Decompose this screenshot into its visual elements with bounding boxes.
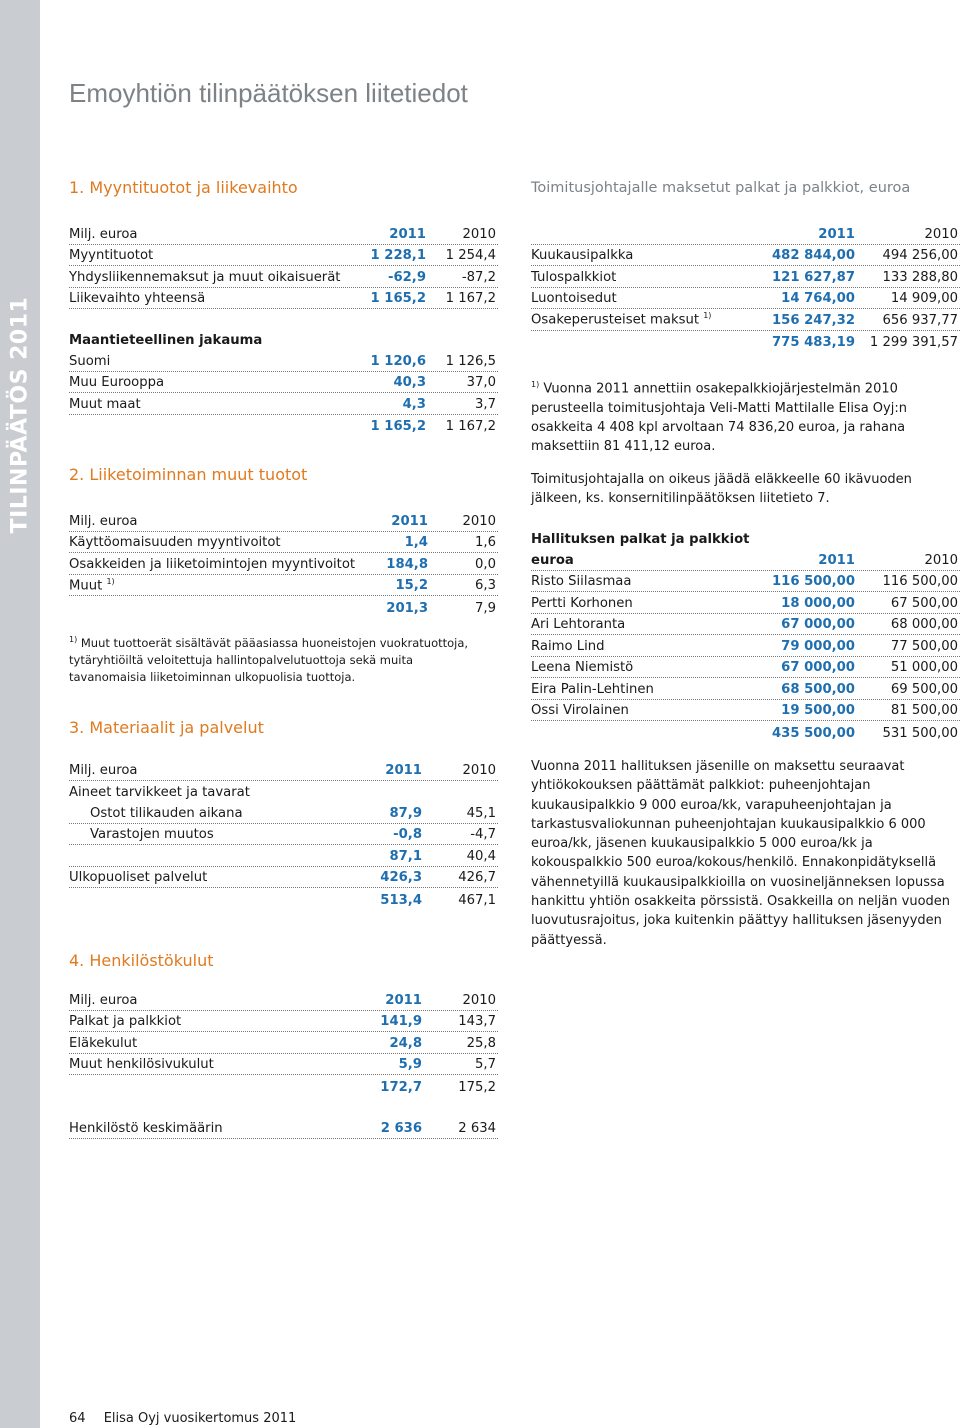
row-label: Luontoisedut — [531, 291, 617, 306]
value-2011: 67 000,00 — [781, 660, 855, 675]
value-2010: -4,7 — [470, 827, 496, 842]
value-2010: 1 167,2 — [445, 291, 496, 306]
table-header — [69, 510, 498, 532]
table-row — [69, 245, 498, 267]
value-2011: -62,9 — [387, 269, 426, 285]
value-2010: 69 500,00 — [890, 681, 958, 697]
year-2011: 2011 — [385, 762, 422, 778]
value-2010: 45,1 — [466, 805, 496, 821]
table-row — [69, 1117, 498, 1139]
value-2011: -0,8 — [393, 827, 422, 842]
table-row — [531, 635, 960, 657]
table-row — [531, 309, 960, 331]
value-2011: 14 764,00 — [781, 291, 855, 306]
table-row — [69, 802, 498, 824]
ceo-table — [531, 223, 960, 352]
total-row — [69, 888, 498, 910]
value-2011: 67 000,00 — [781, 617, 855, 632]
value-2010: 116 500,00 — [882, 574, 958, 589]
value-2010: 51 000,00 — [890, 660, 958, 675]
total-2010: 1 299 391,57 — [869, 335, 958, 350]
value-2010: 133 288,80 — [882, 269, 958, 285]
year-2010: 2010 — [924, 552, 958, 568]
value-2011: 1,4 — [404, 535, 428, 550]
value-2010: 143,7 — [458, 1014, 496, 1029]
footer — [69, 1411, 296, 1426]
value-2011: 79 000,00 — [781, 638, 855, 654]
value-2011: 24,8 — [389, 1035, 422, 1051]
total-2011: 775 483,19 — [771, 335, 855, 350]
value-2010: 25,8 — [466, 1035, 496, 1051]
section-3-title: 3. Materiaalit ja palvelut — [69, 718, 264, 737]
board-title-row — [531, 530, 960, 549]
row-label: Ostot tilikauden aikana — [90, 805, 243, 821]
table-row — [69, 553, 498, 575]
value-2011: 1 120,6 — [370, 353, 426, 369]
row-label: Suomi — [69, 353, 111, 369]
year-2010: 2010 — [462, 992, 496, 1008]
value-2011: 1 165,2 — [370, 291, 426, 306]
value-2011: 184,8 — [386, 556, 428, 572]
value-2011: 40,3 — [393, 375, 426, 390]
table-row — [69, 867, 498, 889]
section-3-table — [69, 759, 498, 910]
section-1-table — [69, 223, 498, 436]
ceo-table-title: Toimitusjohtajalle maksetut palkat ja palkkiot, euroa — [531, 180, 911, 196]
value-2010: 77 500,00 — [890, 638, 958, 654]
value-2010: 14 909,00 — [890, 291, 958, 306]
total-2011: 172,7 — [380, 1079, 422, 1095]
total-row — [531, 331, 960, 353]
table-row — [69, 824, 498, 846]
table-header — [69, 989, 498, 1011]
total-2010: 175,2 — [458, 1079, 496, 1095]
value-2010: 1 254,4 — [445, 248, 496, 263]
year-2011: 2011 — [389, 226, 426, 242]
table-row — [531, 266, 960, 288]
row-label: Käyttöomaisuuden myyntivoitot — [69, 535, 281, 550]
row-label: Ossi Virolainen — [531, 703, 629, 718]
value-2011: 2 636 — [380, 1120, 422, 1136]
unit-label: Milj. euroa — [69, 226, 138, 242]
total-2011: 435 500,00 — [771, 725, 855, 741]
table-row — [69, 532, 498, 554]
row-label: Tulospalkkiot — [531, 269, 617, 285]
value-2010: 6,3 — [475, 578, 496, 593]
year-2011: 2011 — [818, 226, 855, 242]
row-label: Ari Lehtoranta — [531, 617, 626, 632]
value-2010: 5,7 — [475, 1057, 496, 1072]
footer-text: Elisa Oyj vuosikertomus 2011 — [103, 1411, 297, 1426]
row-label: Eläkekulut — [69, 1035, 138, 1051]
table-row — [531, 245, 960, 267]
row-label: Muut henkilösivukulut — [69, 1057, 214, 1072]
unit-label: euroa — [531, 552, 574, 568]
total-2010: 531 500,00 — [882, 725, 958, 741]
row-label: Myyntituotot — [69, 248, 154, 263]
value-2011: 5,9 — [398, 1057, 422, 1072]
sidebar-label: TILINPÄÄTÖS 2011 — [7, 296, 33, 534]
table-row — [69, 288, 498, 310]
value-2010: 37,0 — [466, 375, 496, 390]
value-2011: 18 000,00 — [781, 595, 855, 611]
value-2010: 426,7 — [458, 870, 496, 885]
board-paragraph: Vuonna 2011 hallituksen jäsenille on maksettu seuraavat yhtiökokouksen päättämät palkkiot: puheenjohtajan kuukausipalkkio 9 000 euroa/kk, varapuheenjohtajan ja tarkastusvaliokunnan puheenjohtajan kuukausipalkkio 6 000 euroa/kk, jäsenen kuukausipalkkio 5 000 euroa/kk ja kokouspalkkio 500 euroa/kokous/henkilö. Ennakonpidätyksellä vähennetyillä kuukausipalkkioilla on vuosineljänneksen lopussa hankittu yhtiön osakkeita pörssistä. Osakkeilla on neljän vuoden luovutusrajoitus, joka kuitenkin päättyy hallituksen jäsenyyden päättyessä. — [531, 759, 951, 948]
sidebar — [0, 0, 40, 1428]
table-row — [531, 657, 960, 679]
row-label: Osakeperusteiset maksut $^{1)}$ — [531, 311, 712, 328]
table-row — [69, 393, 498, 415]
value-2011: 156 247,32 — [771, 312, 855, 328]
value-2011: 68 500,00 — [781, 681, 855, 697]
unit-label: Milj. euroa — [69, 762, 138, 778]
value-2011: 4,3 — [402, 396, 426, 412]
row-label: Raimo Lind — [531, 638, 605, 654]
total-2011: 513,4 — [380, 892, 422, 908]
board-table — [531, 530, 960, 743]
year-2010: 2010 — [462, 226, 496, 242]
row-label: Palkat ja palkkiot — [69, 1014, 182, 1029]
value-2010: 2 634 — [458, 1120, 496, 1136]
table-row — [69, 1032, 498, 1054]
row-label: Henkilöstö keskimäärin — [69, 1120, 223, 1136]
table-row — [69, 1054, 498, 1076]
total-row — [69, 415, 498, 437]
ceo-footnote: $^{1)}$ Vuonna 2011 annettiin osakepalkkiojärjestelmän 2010 perusteella toimitusjohtaja Veli-Matti Mattilalle Elisa Oyj:n osakkeita 4 408 kpl arvoltaan 74 836,20 euroa, ja rahana maksettiin 81 411,12 euroa. — [531, 380, 907, 455]
table-row — [531, 614, 960, 636]
table-header — [531, 549, 960, 571]
row-label: Muu Eurooppa — [69, 375, 165, 390]
ceo-pension-text: Toimitusjohtajalla on oikeus jäädä eläkkeelle 60 ikävuoden jälkeen, ks. konsernitilinpäätöksen liitetieto 7. — [531, 472, 912, 507]
value-2010: -87,2 — [461, 269, 496, 285]
year-2010: 2010 — [462, 513, 496, 529]
total-2011: 201,3 — [386, 600, 428, 616]
total-row — [531, 721, 960, 743]
section-1-title: 1. Myyntituotot ja liikevaihto — [69, 178, 298, 197]
row-label: Osakkeiden ja liiketoimintojen myyntivoitot — [69, 556, 356, 572]
table-header — [69, 759, 498, 781]
year-2011: 2011 — [385, 992, 422, 1008]
row-label: Liikevaihto yhteensä — [69, 291, 206, 306]
section-4-table — [69, 989, 498, 1097]
value-2010: 68 000,00 — [890, 617, 958, 632]
value-2011: 116 500,00 — [771, 574, 855, 589]
table-row — [69, 350, 498, 372]
value-2010: 0,0 — [475, 556, 496, 572]
table-row — [531, 678, 960, 700]
value-2011: 482 844,00 — [771, 248, 855, 263]
geo-title: Maantieteellinen jakauma — [69, 333, 263, 348]
value-2011: 121 627,87 — [771, 269, 855, 285]
page-number: 64 — [69, 1411, 86, 1426]
value-2011: 141,9 — [380, 1014, 422, 1029]
row-label: Pertti Korhonen — [531, 595, 633, 611]
value-2010: 656 937,77 — [882, 312, 958, 328]
unit-label: Milj. euroa — [69, 513, 138, 529]
value-2011: 87,9 — [389, 805, 422, 821]
total-2010: 7,9 — [475, 600, 496, 616]
total-row — [69, 596, 498, 618]
section-2-footnote: $^{1)}$ Muut tuottoerät sisältävät pääasiassa huoneistojen vuokratuottoja, tytäryhtiöiltä veloitettuja hallintopalvelutuottoja sekä muita tavanomaisia liiketoiminnan ulkopuolisia tuottoja. — [69, 635, 469, 684]
value-2010: 81 500,00 — [890, 703, 958, 718]
row-label: Kuukausipalkka — [531, 248, 634, 263]
row-label: Varastojen muutos — [90, 827, 214, 842]
row-label: Leena Niemistö — [531, 660, 634, 675]
table-row — [69, 1011, 498, 1033]
section-4-title: 4. Henkilöstökulut — [69, 951, 214, 970]
year-2011: 2011 — [818, 552, 855, 568]
value-2010: 1,6 — [475, 535, 496, 550]
table-row — [69, 266, 498, 288]
geo-heading-row — [69, 309, 498, 350]
value-2010: 1 126,5 — [445, 353, 496, 369]
subtotal-2011: 87,1 — [389, 848, 422, 864]
staff-table — [69, 1117, 498, 1139]
row-label: Muut maat — [69, 396, 141, 412]
row-label: Ulkopuoliset palvelut — [69, 870, 208, 885]
table-row — [531, 592, 960, 614]
row-label: Muut $^{1)}$ — [69, 576, 115, 593]
total-row — [69, 1075, 498, 1097]
total-2010: 467,1 — [458, 892, 496, 908]
table-header — [531, 223, 960, 245]
table-row — [531, 571, 960, 593]
table-header — [69, 223, 498, 245]
table-row — [531, 288, 960, 310]
subtotal-row — [69, 845, 498, 867]
group-label: Aineet tarvikkeet ja tavarat — [69, 785, 250, 800]
row-label: Eira Palin-Lehtinen — [531, 681, 654, 697]
value-2010: 494 256,00 — [882, 248, 958, 263]
row-label: Yhdysliikennemaksut ja muut oikaisuerät — [69, 269, 341, 285]
table-row — [69, 575, 498, 597]
section-2-title: 2. Liiketoiminnan muut tuotot — [69, 465, 308, 484]
subtotal-2010: 40,4 — [466, 848, 496, 864]
value-2011: 15,2 — [395, 578, 428, 593]
section-2-table — [69, 510, 498, 618]
value-2010: 67 500,00 — [890, 595, 958, 611]
table-row — [531, 700, 960, 722]
year-2010: 2010 — [924, 226, 958, 242]
row-label: Risto Siilasmaa — [531, 574, 632, 589]
table-row — [69, 372, 498, 394]
board-table-title: Hallituksen palkat ja palkkiot — [531, 532, 750, 547]
unit-label: Milj. euroa — [69, 992, 138, 1008]
group-row — [69, 781, 498, 803]
total-2011: 1 165,2 — [370, 419, 426, 434]
total-2010: 1 167,2 — [445, 419, 496, 434]
page-title: Emoyhtiön tilinpäätöksen liitetiedot — [69, 78, 468, 108]
year-2010: 2010 — [462, 762, 496, 778]
value-2010: 3,7 — [475, 396, 496, 412]
year-2011: 2011 — [391, 513, 428, 529]
value-2011: 19 500,00 — [781, 703, 855, 718]
value-2011: 426,3 — [380, 870, 422, 885]
value-2011: 1 228,1 — [370, 248, 426, 263]
